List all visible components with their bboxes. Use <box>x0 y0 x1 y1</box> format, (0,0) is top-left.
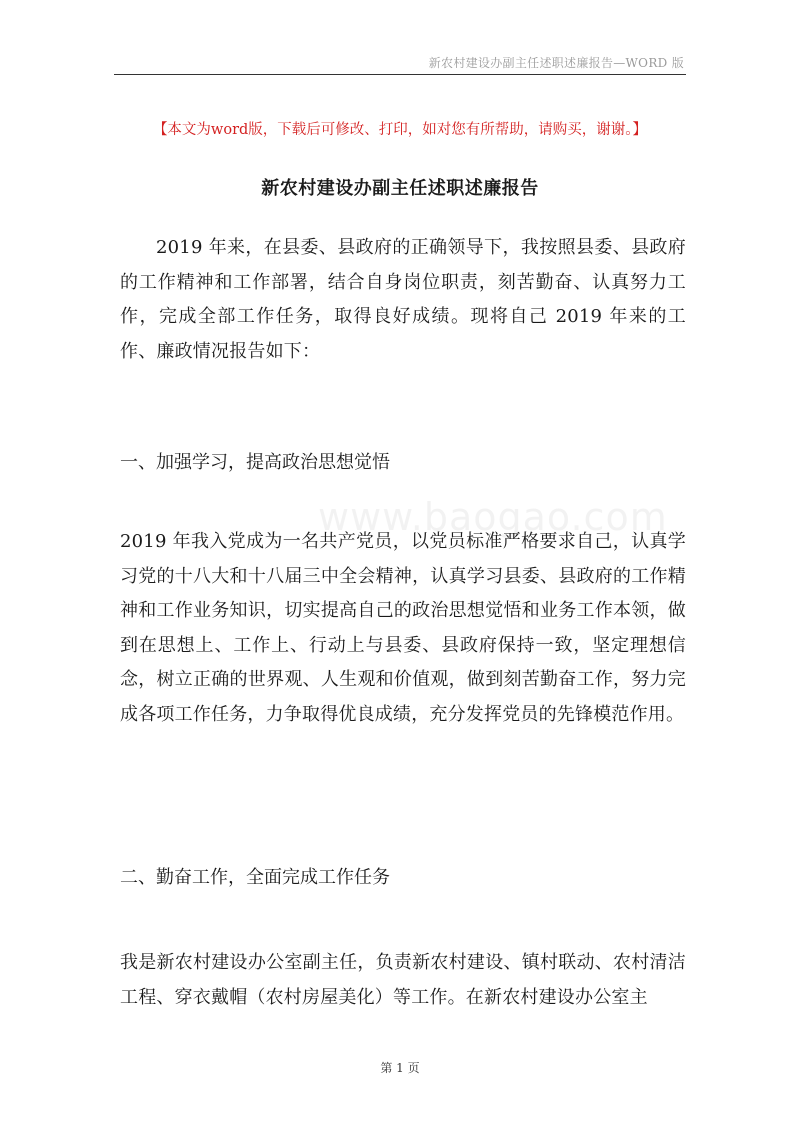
watermark: www.baogao.com <box>318 495 668 539</box>
section-heading-2: 二、勤奋工作，全面完成工作任务 <box>120 867 390 888</box>
intro-paragraph: 2019 年来，在县委、县政府的正确领导下，我按照县委、县政府的工作精神和工作部署，结合自身岗位职责，刻苦勤奋、认真努力工作，完成全部工作任务，取得良好成绩。现将自己 2019 年来的工作、廉政情况报告如下： <box>120 237 686 362</box>
running-header: 新农村建设办副主任述职述廉报告—WORD 版 <box>428 56 684 70</box>
header-divider <box>114 74 686 75</box>
document-title: 新农村建设办副主任述职述廉报告 <box>261 178 539 199</box>
section-body-1: 2019 年我入党成为一名共产党员，以党员标准严格要求自己，认真学习党的十八大和十八届三中全会精神，认真学习县委、县政府的工作精神和工作业务知识，切实提高自己的政治思想觉悟和业务工作本领，做到在思想上、工作上、行动上与县委、县政府保持一致，坚定理想信念，树立正确的世界观、人生观和价值观，做到刻苦勤奋工作，努力完成各项工作任务，力争取得优良成绩，充分发挥党员的先锋模范作用。 <box>120 531 686 725</box>
section-heading-1: 一、加强学习，提高政治思想觉悟 <box>120 452 390 473</box>
section-body-2: 我是新农村建设办公室副主任，负责新农村建设、镇村联动、农村清洁工程、穿衣戴帽（农村房屋美化）等工作。在新农村建设办公室主 <box>120 952 686 1008</box>
purchase-notice: 【本文为word版，下载后可修改、打印，如对您有所帮助，请购买，谢谢。】 <box>152 122 648 138</box>
page-number: 第 1 页 <box>380 1061 420 1075</box>
